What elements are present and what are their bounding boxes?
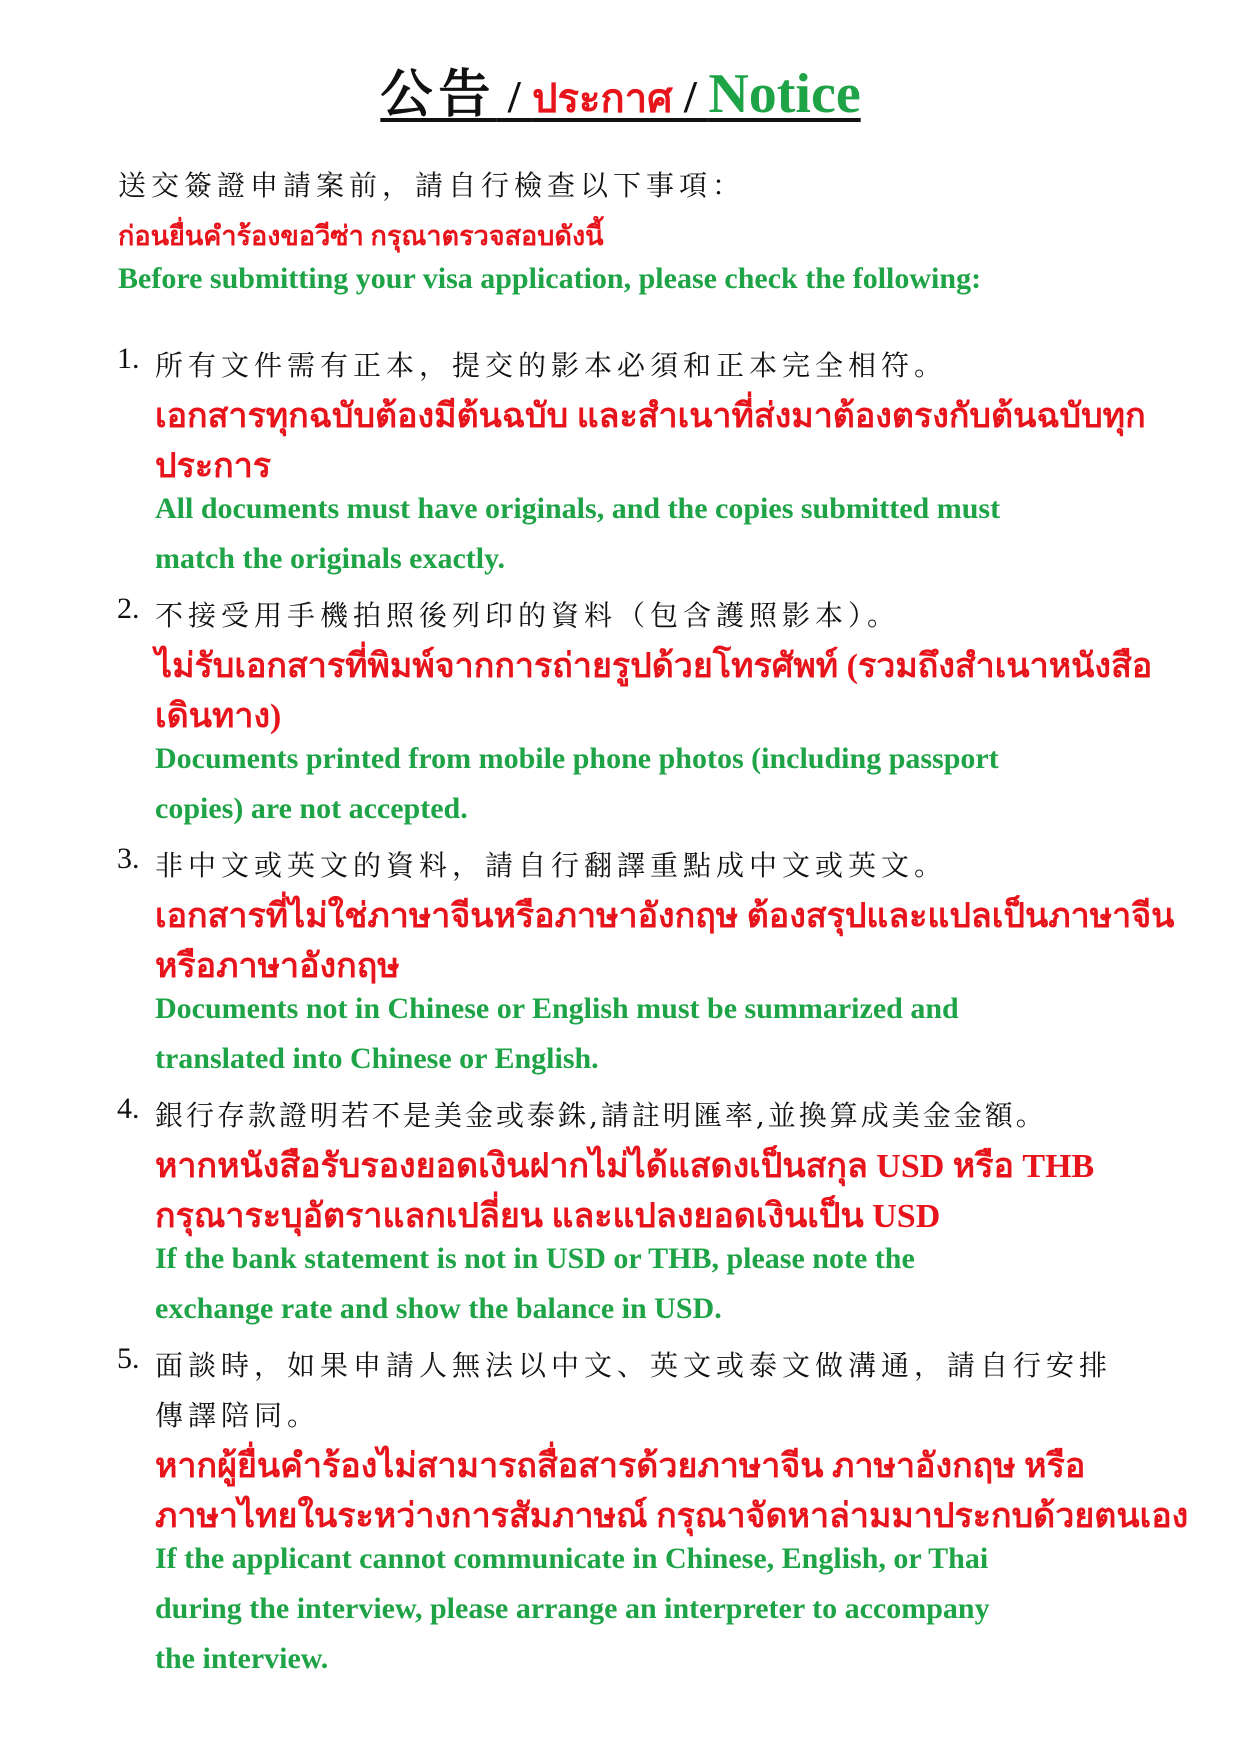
item-5-english-line-3: the interview. [155,1642,329,1675]
item-1-thai-line-2: ประการ [155,448,272,485]
item-1-number: 1. [117,342,140,375]
item-5-thai-line-2: ภาษาไทยในระหว่างการสัมภาษณ์ กรุณาจัดหาล่ามมาประกบด้วยตนเอง [155,1498,1189,1535]
item-4-thai-line-1: หากหนังสือรับรองยอดเงินฝากไม่ได้แสดงเป็นสกุล USD หรือ THB [155,1148,1095,1185]
item-2-chinese: 不接受用手機拍照後列印的資料（包含護照影本）。 [155,599,901,632]
item-3-number: 3. [117,842,140,875]
item-4-number: 4. [117,1092,140,1125]
item-2-thai-line-2: เดินทาง) [155,698,282,735]
page-title [0,58,1241,144]
title-english: Notice [708,63,861,125]
item-3-thai-line-2: หรือภาษาอังกฤษ [155,948,400,985]
item-4-thai-line-2: กรุณาระบุอัตราแลกเปลี่ยน และแปลงยอดเงินเป็น USD [155,1198,941,1235]
item-2-english-line-2: copies) are not accepted. [155,792,468,825]
item-5-thai-line-1: หากผู้ยื่นคำร้องไม่สามารถสื่อสารด้วยภาษาจีน ภาษาอังกฤษ หรือ [155,1448,1086,1485]
item-5-chinese-line-2: 傳譯陪同。 [155,1399,321,1432]
intro-chinese: 送交簽證申請案前，請自行檢查以下事項： [118,169,746,202]
item-3-english-line-1: Documents not in Chinese or English must be summarized and [155,992,959,1025]
item-3-thai-line-1: เอกสารที่ไม่ใช่ภาษาจีนหรือภาษาอังกฤษ ต้องสรุปและแปลเป็นภาษาจีน [155,898,1175,935]
item-1-english-line-1: All documents must have originals, and the copies submitted must [155,492,1001,525]
title-separator-2: / [672,71,709,122]
item-1-english-line-2: match the originals exactly. [155,542,505,575]
title-separator-1: / [496,71,533,122]
title-chinese: 公告 [380,67,497,124]
item-5-number: 5. [117,1342,140,1375]
item-3-chinese: 非中文或英文的資料，請自行翻譯重點成中文或英文。 [155,849,948,882]
item-5-english-line-2: during the interview, please arrange an interpreter to accompany [155,1592,990,1625]
intro-thai: ก่อนยื่นคำร้องขอวีซ่า กรุณาตรวจสอบดังนี้ [118,221,604,251]
intro-english: Before submitting your visa application, please check the following: [118,262,982,295]
item-1-chinese: 所有文件需有正本，提交的影本必須和正本完全相符。 [155,349,948,382]
item-5-english-line-1: If the applicant cannot communicate in Chinese, English, or Thai [155,1542,989,1575]
item-5-chinese-line-1: 面談時，如果申請人無法以中文、英文或泰文做溝通，請自行安排 [155,1349,1113,1382]
item-3-english-line-2: translated into Chinese or English. [155,1042,599,1075]
item-4-english-line-2: exchange rate and show the balance in USD. [155,1292,722,1325]
item-1-thai-line-1: เอกสารทุกฉบับต้องมีต้นฉบับ และสำเนาที่ส่งมาต้องตรงกับต้นฉบับทุก [155,398,1146,435]
item-2-number: 2. [117,592,140,625]
item-2-thai-line-1: ไม่รับเอกสารที่พิมพ์จากการถ่ายรูปด้วยโทรศัพท์ (รวมถึงสำเนาหนังสือ [155,648,1153,685]
item-4-chinese: 銀行存款證明若不是美金或泰銖,請註明匯率,並換算成美金金額。 [155,1099,1047,1132]
item-2-english-line-1: Documents printed from mobile phone photos (including passport [155,742,999,775]
item-4-english-line-1: If the bank statement is not in USD or THB, please note the [155,1242,915,1275]
title-thai: ประกาศ [532,76,673,121]
